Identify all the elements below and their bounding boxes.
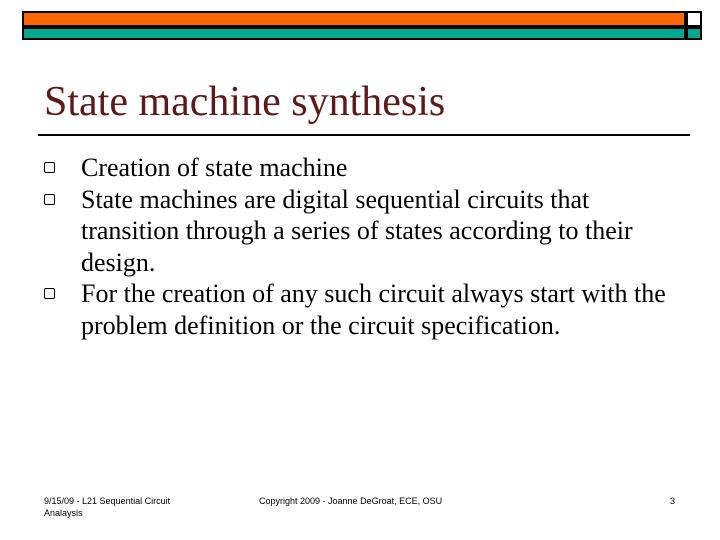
hollow-square-bullet-icon — [44, 288, 55, 299]
bullet-list — [44, 152, 684, 341]
hollow-square-bullet-icon — [44, 162, 55, 173]
header-teal-square — [686, 27, 702, 40]
page-number: 3 — [670, 496, 676, 506]
header-teal-bar — [22, 27, 686, 40]
header-white-square — [686, 11, 702, 27]
bullet-text: For the creation of any such circuit always start with the problem definition or the circuit specification. — [81, 279, 666, 340]
header-orange-bar — [22, 11, 686, 27]
title-divider — [38, 134, 690, 136]
slide-title: State machine synthesis — [44, 79, 446, 125]
footer-copyright: Copyright 2009 - Joanne DeGroat, ECE, OSU — [259, 496, 443, 506]
footer-date-title: 9/15/09 - L21 Sequential Circuit Analaysis — [44, 496, 171, 518]
hollow-square-bullet-icon — [44, 194, 55, 205]
bullet-text: Creation of state machine — [81, 153, 348, 182]
bullet-item — [44, 152, 684, 184]
bullet-item — [44, 184, 684, 279]
bullet-text: State machines are digital sequential circuits that transition through a series of states according to their design. — [81, 184, 633, 277]
bullet-item — [44, 278, 684, 341]
